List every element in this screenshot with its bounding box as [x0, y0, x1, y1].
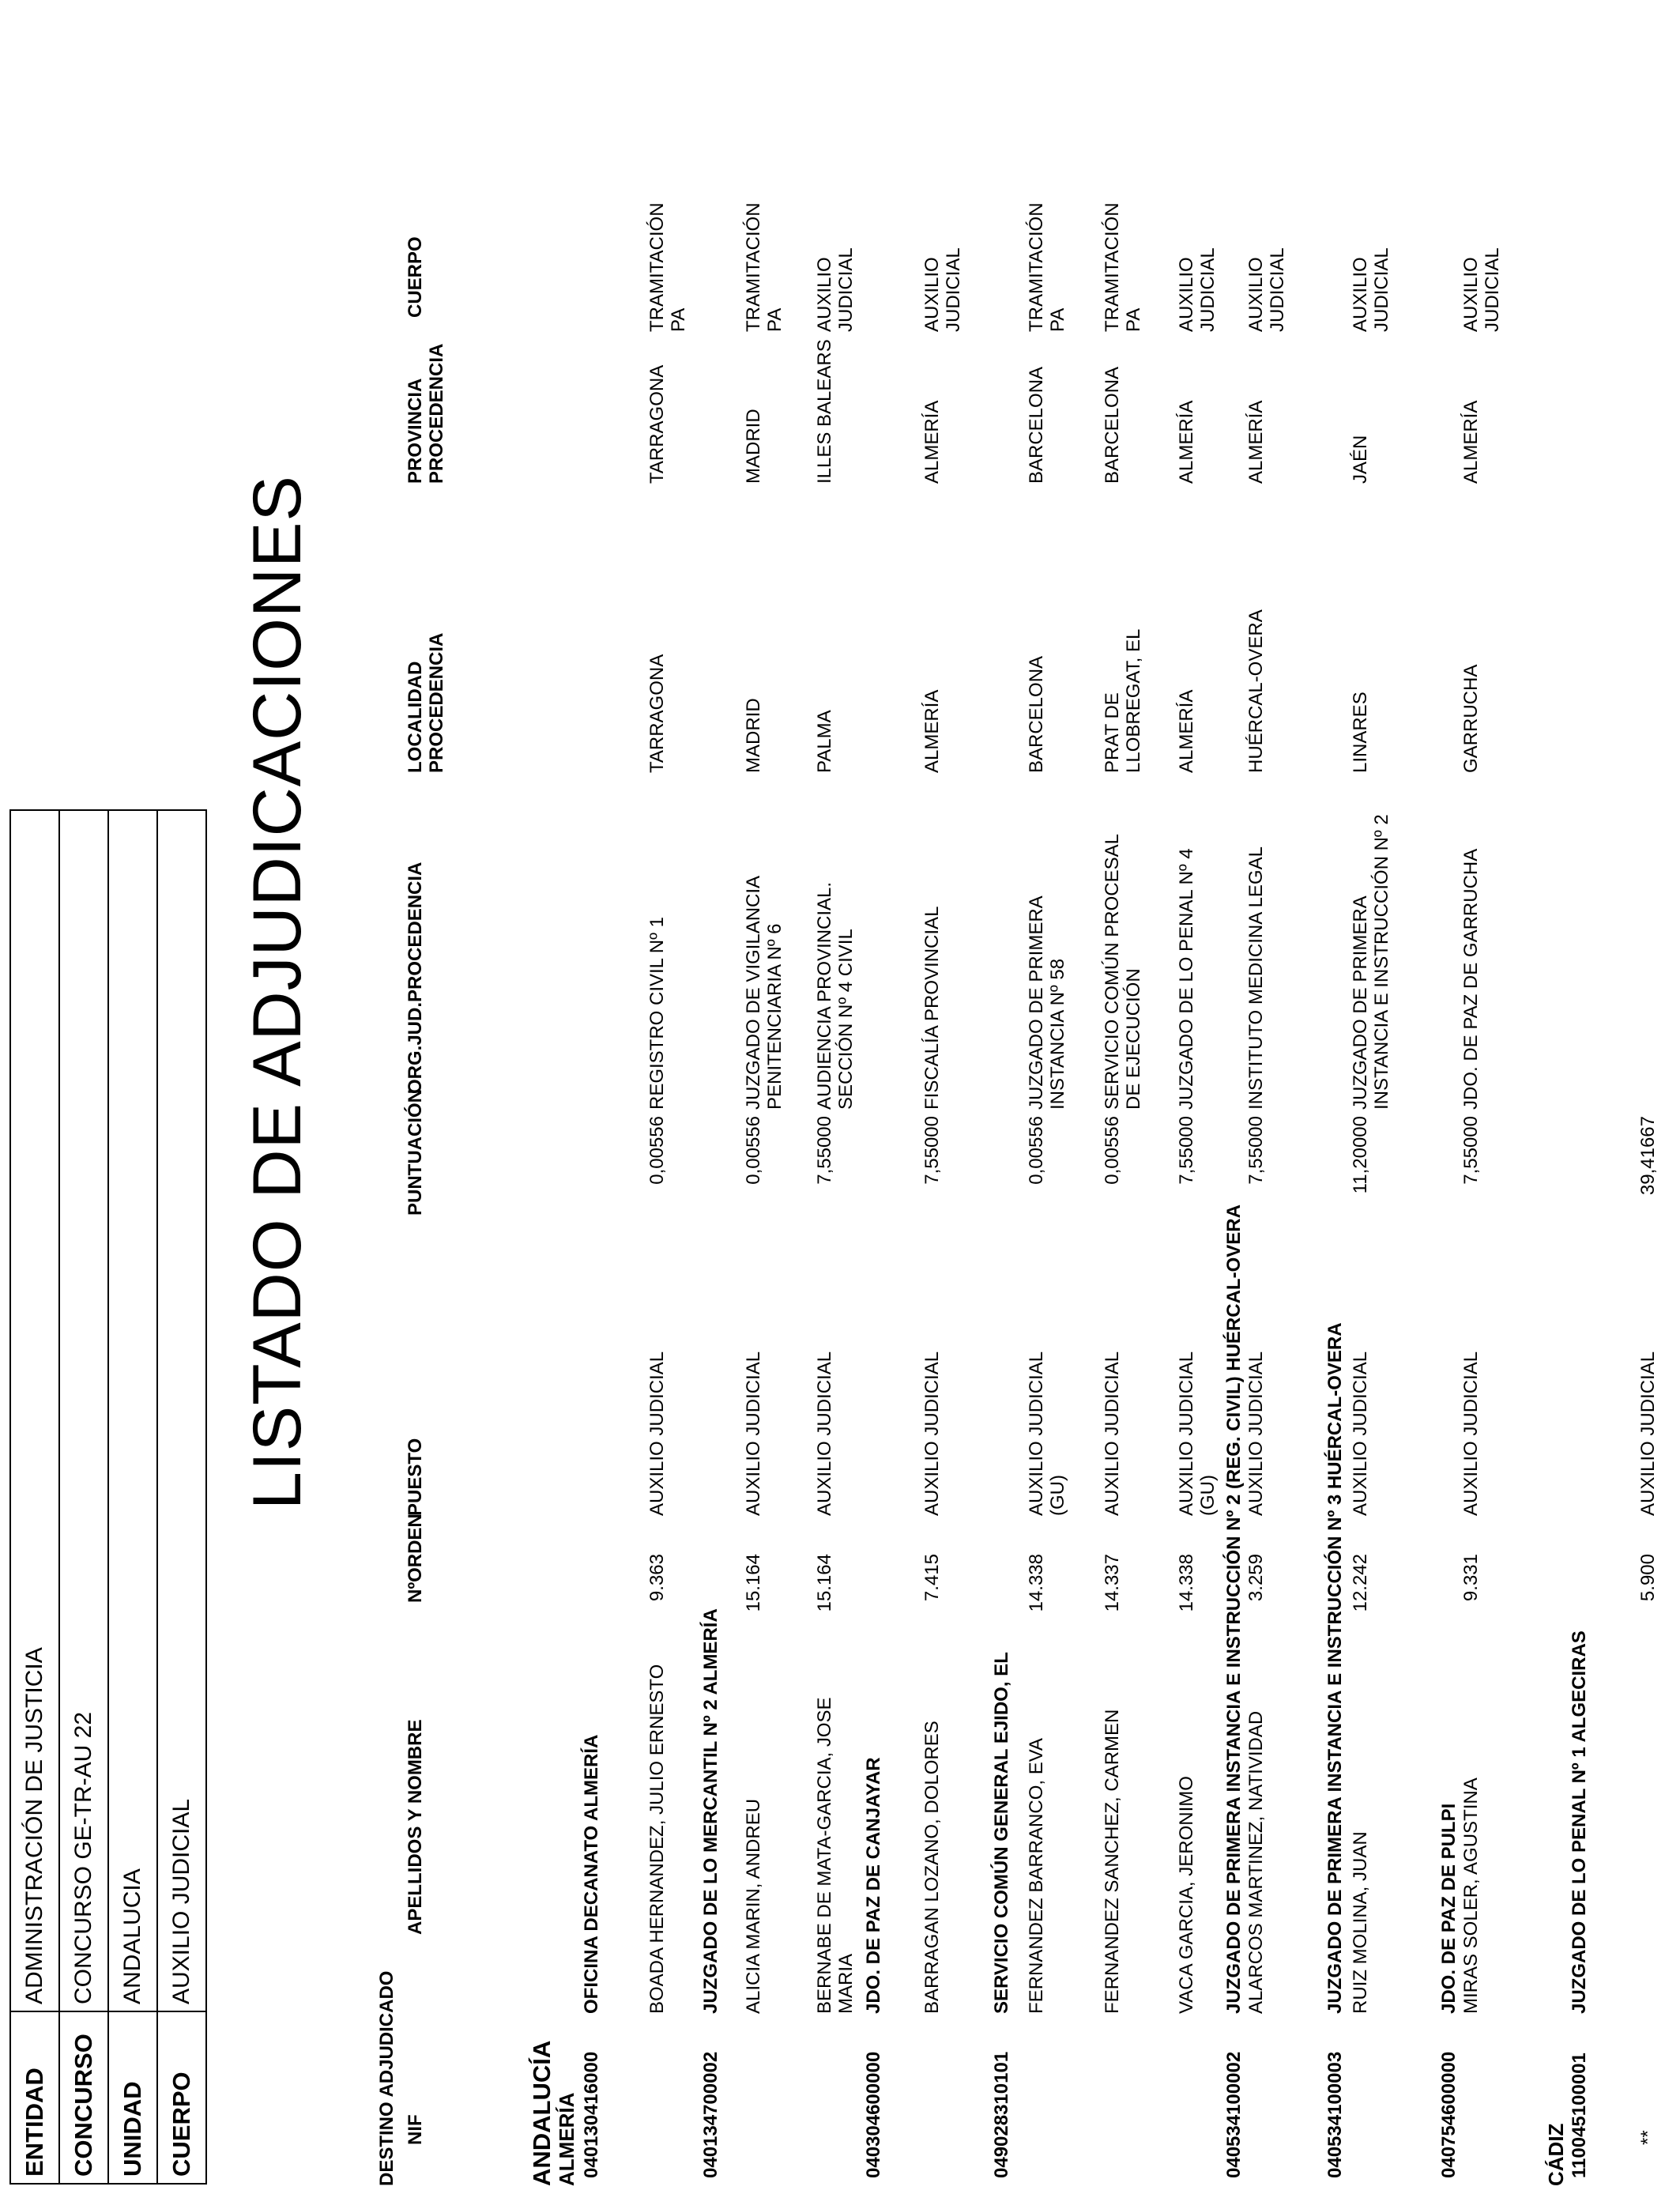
info-row-cuerpo	[157, 810, 206, 2184]
header-norden: NºORDEN	[405, 1514, 426, 1603]
row-name-line1: BERNABE DE MATA-GARCIA, JOSE	[814, 1697, 835, 2014]
row-organo-line2: INSTANCIA Nº 58	[1047, 958, 1068, 1110]
row-localidad-line2: LLOBREGAT, EL	[1123, 628, 1144, 773]
row-orden: 15.164	[814, 1554, 835, 1612]
row-orden: 9.363	[646, 1554, 668, 1602]
info-key: CUERPO	[157, 2011, 206, 2184]
row-orden: 14.338	[1176, 1554, 1197, 1612]
header-puntuacion: PUNTUACIÓN	[405, 1089, 426, 1216]
info-value: AUXILIO JUDICIAL	[157, 810, 206, 2011]
header-localidad-line1: LOCALIDAD	[405, 661, 426, 773]
row-organo-line2: PENITENCIARIA Nº 6	[764, 923, 785, 1110]
header-cuerpo: CUERPO	[405, 236, 426, 318]
row-localidad: BARCELONA	[1026, 655, 1047, 773]
row-puesto: AUXILIO JUDICIAL	[1102, 1351, 1123, 1516]
row-localidad: PALMA	[814, 710, 835, 773]
row-organo: REGISTRO CIVIL Nº 1	[646, 917, 668, 1110]
header-puesto: PUESTO	[405, 1438, 426, 1516]
row-localidad	[1102, 629, 1144, 773]
row-puesto-line1: AUXILIO JUDICIAL	[1026, 1351, 1047, 1516]
row-localidad-line1: PRAT DE	[1102, 692, 1123, 773]
row-localidad: MADRID	[743, 698, 764, 773]
header-localidad	[405, 633, 447, 773]
row-name: ALICIA MARIN, ANDREU	[743, 1798, 764, 2014]
row-cuerpo-line1: TRAMITACIÓN	[1026, 202, 1047, 332]
row-organo-line2: DE EJECUCIÓN	[1123, 968, 1144, 1110]
row-cuerpo-line1: AUXILIO	[1176, 257, 1197, 332]
row-puntuacion: 0,00556	[646, 1116, 668, 1185]
group-name: JUZGADO DE PRIMERA INSTANCIA E INSTRUCCIÓN Nº 2 (REG. CIVIL) HUÉRCAL-OVERA	[1223, 1204, 1245, 2014]
row-orden: 15.164	[743, 1554, 764, 1612]
row-provincia: MADRID	[743, 409, 764, 484]
row-puntuacion: 11,20000	[1350, 1116, 1371, 1194]
row-cuerpo-line1: AUXILIO	[921, 257, 943, 332]
row-cuerpo-line2: PA	[1047, 307, 1068, 332]
row-puesto: AUXILIO JUDICIAL	[1637, 1351, 1659, 1516]
row-localidad: GARRUCHA	[1460, 664, 1482, 773]
row-organo	[1026, 895, 1068, 1110]
info-value: CONCURSO GE-TR-AU 22	[59, 810, 108, 2011]
row-puesto-line2: (GU)	[1047, 1475, 1068, 1516]
header-localidad-line2: PROCEDENCIA	[426, 632, 447, 773]
row-puntuacion: 39,41667	[1637, 1116, 1659, 1196]
row-puesto	[1176, 1351, 1219, 1516]
row-nif: **	[1637, 2130, 1659, 2145]
row-name: VACA GARCIA, JERONIMO	[1176, 1776, 1197, 2014]
row-organo-line1: SERVICIO COMÚN PROCESAL	[1102, 834, 1123, 1110]
row-puesto: AUXILIO JUDICIAL	[921, 1351, 943, 1516]
row-name	[814, 1697, 857, 2014]
row-name: BOADA HERNANDEZ, JULIO ERNESTO	[646, 1664, 668, 2014]
row-organo: INSTITUTO MEDICINA LEGAL	[1245, 846, 1267, 1110]
info-row-unidad	[108, 810, 157, 2184]
group-name: JUZGADO DE LO MERCANTIL Nº 2 ALMERÍA	[700, 1608, 721, 2014]
row-cuerpo	[1350, 247, 1392, 332]
row-orden: 3.259	[1245, 1554, 1267, 1602]
row-localidad: HUÉRCAL-OVERA	[1245, 609, 1267, 773]
row-cuerpo-line2: JUDICIAL	[943, 247, 964, 332]
row-organo-line1: JUZGADO DE PRIMERA	[1026, 895, 1047, 1110]
row-provincia: BARCELONA	[1102, 366, 1123, 484]
header-organo: ORG.JUD.PROCEDENCIA	[405, 861, 426, 1094]
row-orden: 9.331	[1460, 1554, 1482, 1602]
group-code: 040754600000	[1438, 2051, 1460, 2178]
header-nif: NIF	[405, 2114, 426, 2145]
row-cuerpo-line2: JUDICIAL	[1197, 247, 1219, 332]
row-cuerpo-line1: TRAMITACIÓN	[743, 202, 764, 332]
row-orden: 7.415	[921, 1554, 943, 1602]
row-puntuacion: 7,55000	[1460, 1116, 1482, 1185]
row-organo-line1: JUZGADO DE VIGILANCIA	[743, 875, 764, 1110]
row-puntuacion: 0,00556	[1026, 1116, 1047, 1185]
row-orden: 14.338	[1026, 1554, 1047, 1612]
group-code: 049028310101	[991, 2051, 1012, 2178]
header-provincia-line1: PROVINCIA	[405, 378, 426, 484]
row-provincia: ALMERÍA	[1245, 400, 1267, 484]
row-cuerpo-line2: JUDICIAL	[1267, 247, 1288, 332]
row-organo: JUZGADO DE LO PENAL Nº 4	[1176, 848, 1197, 1110]
info-box	[9, 809, 207, 2185]
row-organo-line2: INSTANCIA E INSTRUCCIÓN Nº 2	[1371, 814, 1392, 1110]
row-puesto: AUXILIO JUDICIAL	[743, 1351, 764, 1516]
row-cuerpo	[1460, 247, 1503, 332]
row-organo-line2: SECCIÓN Nº 4 CIVIL	[835, 929, 857, 1110]
row-name: RUIZ MOLINA, JUAN	[1350, 1831, 1371, 2014]
info-row-entidad	[10, 810, 59, 2184]
group-name: SERVICIO COMÚN GENERAL EJIDO, EL	[991, 1652, 1012, 2014]
header-provincia-line2: PROCEDENCIA	[426, 343, 447, 484]
row-orden: 14.337	[1102, 1554, 1123, 1612]
row-puntuacion: 0,00556	[1102, 1116, 1123, 1185]
row-cuerpo-line1: TRAMITACIÓN	[1102, 202, 1123, 332]
row-cuerpo-line2: PA	[1123, 307, 1144, 332]
row-organo	[1102, 834, 1144, 1110]
row-puntuacion: 0,00556	[743, 1116, 764, 1185]
row-cuerpo-line2: JUDICIAL	[835, 247, 857, 332]
row-puntuacion: 7,55000	[1176, 1116, 1197, 1185]
row-cuerpo	[646, 202, 689, 332]
row-provincia: ALMERÍA	[1176, 400, 1197, 484]
row-orden: 5.900	[1637, 1554, 1659, 1602]
row-localidad: ALMERÍA	[1176, 689, 1197, 773]
row-puntuacion: 7,55000	[1245, 1116, 1267, 1185]
row-cuerpo	[814, 247, 857, 332]
row-puesto	[1026, 1351, 1068, 1516]
row-name: FERNANDEZ SANCHEZ, CARMEN	[1102, 1709, 1123, 2014]
row-cuerpo	[921, 247, 964, 332]
group-code: 110045100001	[1569, 2053, 1590, 2178]
row-provincia: BARCELONA	[1026, 366, 1047, 484]
row-cuerpo-line2: JUDICIAL	[1371, 247, 1392, 332]
header-nombre: APELLIDOS Y NOMBRE	[405, 1719, 426, 1935]
group-code: 040304600000	[863, 2051, 884, 2178]
row-cuerpo-line1: AUXILIO	[1350, 257, 1371, 332]
row-puesto-line2: (GU)	[1197, 1475, 1219, 1516]
group-name: JDO. DE PAZ DE PULPI	[1438, 1803, 1460, 2014]
row-puesto: AUXILIO JUDICIAL	[1460, 1351, 1482, 1516]
info-key: CONCURSO	[59, 2011, 108, 2184]
row-puesto: AUXILIO JUDICIAL	[1245, 1351, 1267, 1516]
group-name: JUZGADO DE PRIMERA INSTANCIA E INSTRUCCIÓN Nº 3 HUÉRCAL-OVERA	[1324, 1322, 1346, 2014]
row-cuerpo	[1102, 202, 1144, 332]
row-puntuacion: 7,55000	[814, 1116, 835, 1185]
header-destino: DESTINO ADJUDICADO	[376, 1970, 397, 2186]
row-localidad: ALMERÍA	[921, 689, 943, 773]
row-orden: 12.242	[1350, 1554, 1371, 1612]
group-name: OFICINA DECANATO ALMERÍA	[581, 1734, 602, 2014]
header-provincia	[405, 344, 447, 484]
row-provincia: ALMERÍA	[1460, 400, 1482, 484]
row-cuerpo-line1: AUXILIO	[1245, 257, 1267, 332]
info-key: ENTIDAD	[10, 2011, 59, 2184]
row-puntuacion: 7,55000	[921, 1116, 943, 1185]
group-code: 040130416000	[581, 2051, 602, 2178]
info-value: ANDALUCIA	[108, 810, 157, 2011]
group-code: 040534100003	[1324, 2051, 1346, 2178]
region-title: ANDALUCÍA	[528, 2040, 556, 2186]
row-cuerpo	[1245, 247, 1288, 332]
row-organo-line1: AUDIENCIA PROVINCIAL.	[814, 881, 835, 1110]
row-name: ALARCOS MARTINEZ, NATIVIDAD	[1245, 1710, 1267, 2014]
row-organo	[1350, 814, 1392, 1110]
row-organo-line1: JUZGADO DE PRIMERA	[1350, 895, 1371, 1110]
row-localidad: LINARES	[1350, 692, 1371, 773]
row-puesto-line1: AUXILIO JUDICIAL	[1176, 1351, 1197, 1516]
row-name: MIRAS SOLER, AGUSTINA	[1460, 1777, 1482, 2014]
page-title: LISTADO DE ADJUDICACIONES	[239, 475, 315, 1510]
row-cuerpo-line2: PA	[764, 307, 785, 332]
row-cuerpo	[743, 202, 785, 332]
row-organo	[814, 882, 857, 1110]
group-name: JUZGADO DE LO PENAL Nº 1 ALGECIRAS	[1569, 1630, 1590, 2014]
row-provincia: TARRAGONA	[646, 364, 668, 484]
group-name: JDO. DE PAZ DE CANJAYAR	[863, 1757, 884, 2014]
row-cuerpo-line2: PA	[668, 307, 689, 332]
row-organo	[743, 876, 785, 1110]
row-cuerpo-line1: TRAMITACIÓN	[646, 202, 668, 332]
row-cuerpo-line1: AUXILIO	[1460, 257, 1482, 332]
row-puesto: AUXILIO JUDICIAL	[646, 1351, 668, 1516]
row-name: BARRAGAN LOZANO, DOLORES	[921, 1721, 943, 2014]
row-cuerpo	[1176, 247, 1219, 332]
group-code: 040534100002	[1223, 2051, 1245, 2178]
info-key: UNIDAD	[108, 2011, 157, 2184]
info-value: ADMINISTRACIÓN DE JUSTICIA	[10, 810, 59, 2011]
row-provincia: ILLES BALEARS	[814, 339, 835, 484]
row-puesto: AUXILIO JUDICIAL	[814, 1351, 835, 1516]
row-organo: FISCALÍA PROVINCIAL	[921, 906, 943, 1110]
row-puesto: AUXILIO JUDICIAL	[1350, 1351, 1371, 1516]
row-name: FERNANDEZ BARRANCO, EVA	[1026, 1738, 1047, 2014]
row-provincia: ALMERÍA	[921, 400, 943, 484]
province-title: ALMERÍA	[555, 2092, 578, 2186]
row-cuerpo	[1026, 202, 1068, 332]
row-provincia: JAÉN	[1350, 435, 1371, 484]
row-cuerpo-line1: AUXILIO	[814, 257, 835, 332]
row-organo: JDO. DE PAZ DE GARRUCHA	[1460, 848, 1482, 1110]
info-row-concurso	[59, 810, 108, 2184]
row-name-line2: MARIA	[835, 1953, 857, 2014]
row-cuerpo-line2: JUDICIAL	[1482, 247, 1503, 332]
province-title: CÁDIZ	[1544, 2123, 1568, 2186]
group-code: 040134700002	[700, 2051, 721, 2178]
row-localidad: TARRAGONA	[646, 654, 668, 773]
